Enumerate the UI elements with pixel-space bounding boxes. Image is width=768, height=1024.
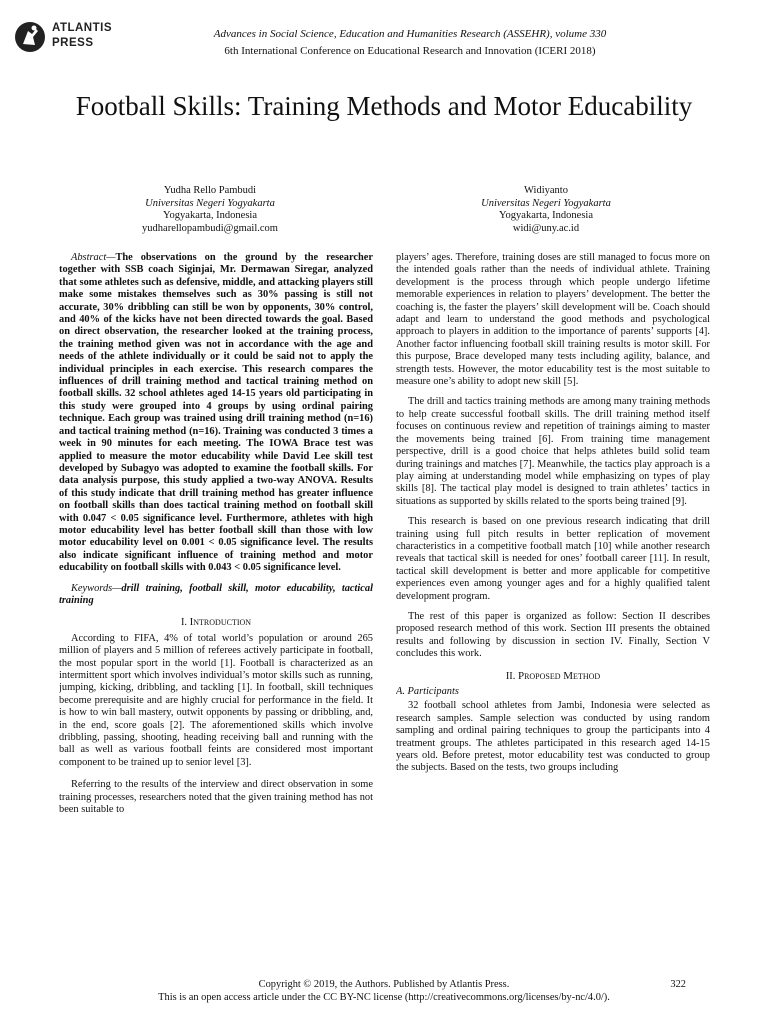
- paragraph: This research is based on one previous research indicating that drill training using full pitch results in better replication of movement characteristics in a competitive football match [10] while another research reveals that tactical skill is needed for ones’ football career [11]. In result, tactical skill development is better and more applicable for competitive experiences even among younger ages and for a highly qualified talent development program.: [396, 516, 710, 602]
- author-name: Yudha Rello Pambudi: [163, 185, 257, 196]
- section-title: Introduction: [189, 616, 252, 629]
- paragraph: According to FIFA, 4% of total world’s population or around 265 million of players and 5 million of referees actively participate in football, the most popular sport in the world [1]. Football is characterized as an intermittent sport which involves individual’s motor skills such as running, jumping, kicking, dribbling, and tackling [1]. In football, skill techniques become prerequisite and are highly crucial for performance in the field. It is how to win ball mastery, outwit opponents by passing or dribbling, and, in the end, score goals [2]. The aforementioned skills which involve dribbling, passing, shooting, heading receiving ball and running with the ball as well as various football feints are considered most important component to be trained up to senior level [3].: [59, 632, 373, 768]
- author-location: Yogyakarta, Indonesia: [499, 210, 593, 222]
- conference-header: 6th International Conference on Educational Research and Innovation (ICERI 2018): [224, 45, 596, 57]
- abstract-label: Abstract—: [71, 252, 116, 263]
- abstract: [59, 252, 373, 575]
- author-name: Widiyanto: [524, 185, 568, 196]
- author-location: Yogyakarta, Indonesia: [163, 210, 257, 222]
- publisher-name-line1: ATLANTIS: [52, 22, 113, 34]
- subsection-heading-participants: A. Participants: [396, 686, 459, 697]
- license-notice: This is an open access article under the CC BY-NC license (http://creativecommons.org/licenses/by-nc/4.0/).: [158, 992, 610, 1003]
- left-column: [59, 252, 373, 932]
- atlantis-figure-icon: [14, 20, 46, 54]
- author-email: widi@uny.ac.id: [512, 222, 580, 234]
- section-number: II.: [505, 670, 516, 682]
- journal-header: Advances in Social Science, Education and Humanities Research (ASSEHR), volume 330: [213, 28, 607, 40]
- paragraph: Referring to the results of the interview and direct observation in some training processes, researchers noted that the given training method has not been suitable to: [59, 779, 373, 816]
- paragraph: The drill and tactics training methods are among many training methods to help create successful football skills. The drill training method itself focuses on continuous review and repetition of trainings aiming to master the movements being trained [6]. From training time management perspective, drill is a good choice that helps athletes build solid team during trainings and matches [7]. Meanwhile, the tactics play approach is a play aiming at understanding model while emphasizing on types of play skills [8]. The tactical play model is designed to train athletes’ tactics in situations as supported by skills related to the sports being trained [9].: [396, 396, 710, 507]
- copyright-notice: Copyright © 2019, the Authors. Published by Atlantis Press.: [258, 979, 510, 990]
- section-number: I.: [180, 617, 187, 629]
- author-affiliation: Universitas Negeri Yogyakarta: [481, 197, 611, 209]
- right-column: [396, 252, 710, 932]
- page-footer: [60, 978, 708, 1004]
- section-heading-introduction: [59, 616, 373, 629]
- page-number: 322: [670, 979, 686, 990]
- abstract-text: The observations on the ground by the researcher together with SSB coach Siginjai, Mr. Dermawan Siregar, analyzed that some athletes such as defensive, middle, and attacking players still make some mistakes themselves such as 30% passing is still not accurate, 30% dribbling can still be won by opponents, 30% control, and 40% of the kicks have not been directed towards the goal. Based on direct observation, the researcher looked at the training process, the training method given was not in accordance with the age and needs of the athlete individually or it could be said not to apply the individual principles in each exercise. This research compares the influences of drill training method and tactical training method on football skills. 32 school athletes aged 14-15 years old participating in this study were grouped into 4 groups by using ordinal pairing technique. Each group was trained using drill training method (n=16) and tactical training method (n=16). Training was conducted 3 times a week in 90 minutes for each meeting. The IOWA Brace test was applied to measure the motor educability while David Lee skill test developed by Subagyo was adopted to examine the football skills. For data analysis purpose, this study applied a two-way ANOVA. Results of this study indicate that drill training method has greater influence on football skills than does tactical training method on football skill with 0.047 < 0.05 significance level. Furthermore, athletes with high motor educability level has better football skill than those with low motor educability level on 0.001 < 0.05 significance level. The results also indicate significant influence of training method and motor educability on football skills with 0.043 < 0.05 significance level.: [59, 252, 373, 574]
- section-heading-proposed-method: [396, 670, 710, 683]
- publisher-name-line2: PRESS: [52, 37, 94, 49]
- author-block-2: [396, 185, 696, 235]
- author-affiliation: Universitas Negeri Yogyakarta: [145, 197, 275, 209]
- section-title: Proposed Method: [517, 669, 601, 682]
- keywords-label: Keywords—: [71, 582, 122, 594]
- paragraph: 32 football school athletes from Jambi, Indonesia were selected as research samples. Sample selection was conducted by using random sampling and ordinal pairing techniques to group the participants into 4 treatment groups. The athletes participated in this research aged 14-15 years old. Before pretest, motor educability test was conducted to group the subjects. Based on the tests, two groups including: [396, 700, 710, 774]
- author-block-1: [60, 185, 360, 235]
- paragraph: The rest of this paper is organized as follow: Section II describes proposed research method of this work. Section III presents the obtained results and following by discussion in section IV. Finally, Section V concludes this work.: [396, 610, 710, 660]
- keywords-text: drill training, football skill, motor educability, tactical training: [59, 582, 373, 606]
- author-email: yudharellopambudi@gmail.com: [142, 222, 278, 234]
- paragraph: players’ ages. Therefore, training doses are still managed to focus more on the intended goals rather than the needs of individual athlete. Training development is the process through which people undergo lifetime memorable experiences in relation to players’ development. The better the coaching is, the faster the players’ skill development will be. Coach should adapt and learn to understand the good methods and psychological approach to players in addition to the importance of parents’ supports [4]. Another factor influencing football skill training results is motor skill. For this purpose, Brace developed many tests including agility, balance, and strength tests. However, the motor educability test is the most suitable to measure one’s ability to adopt new skill [5].: [396, 252, 710, 388]
- paper-title: Football Skills: Training Methods and Motor Educability: [75, 91, 693, 121]
- keywords: [59, 583, 373, 608]
- publisher-logo: [14, 16, 124, 60]
